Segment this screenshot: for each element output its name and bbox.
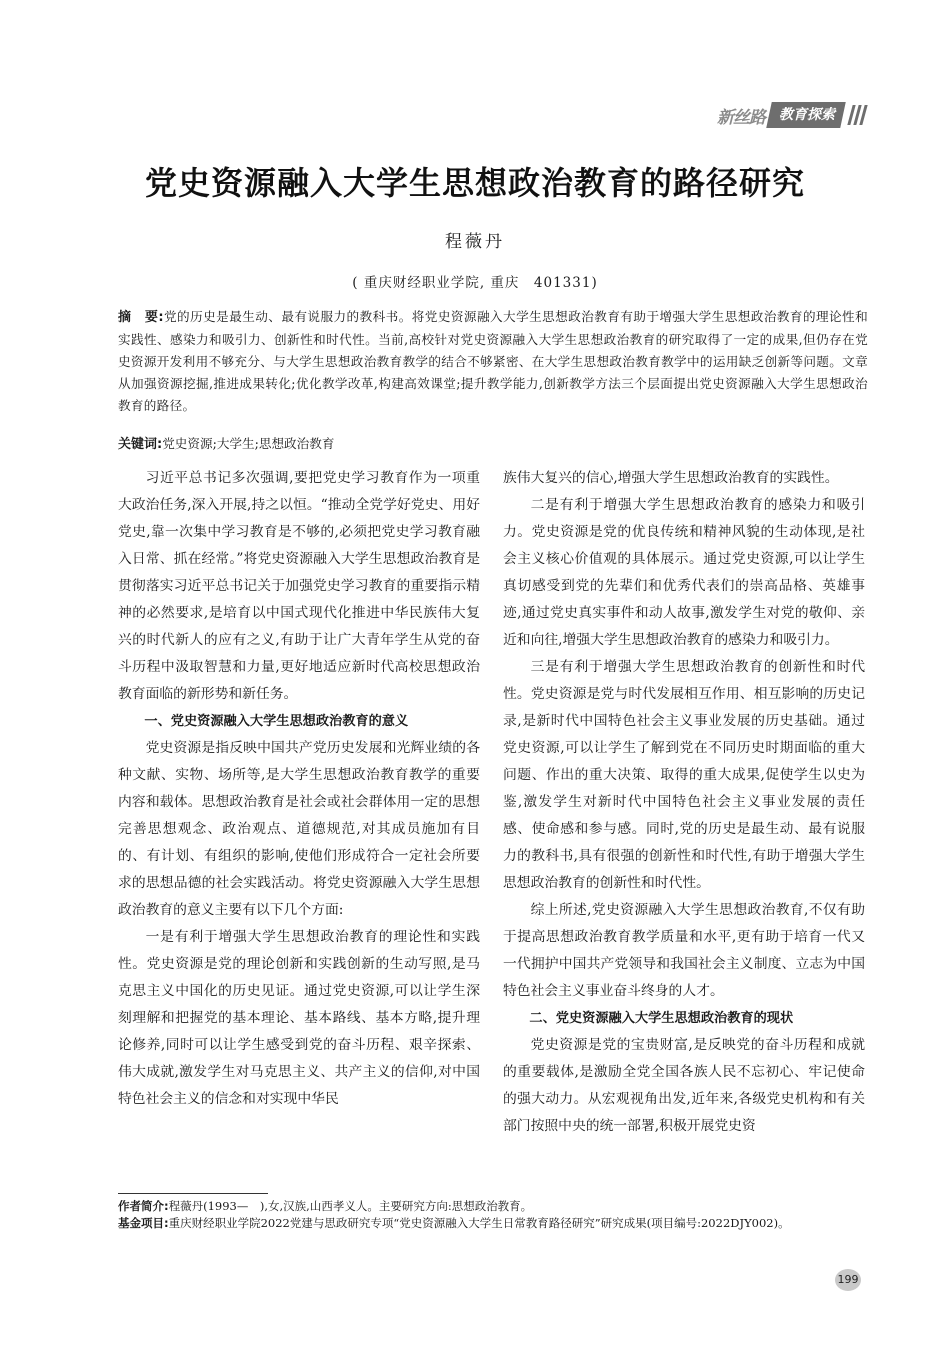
abstract (118, 306, 868, 417)
paragraph: 习近平总书记多次强调,要把党史学习教育作为一项重大政治任务,深入开展,持之以恒。“推动全党学好党史、用好党史,靠一次集中学习教育是不够的,必须把党史学习教育融入日常、抓在经常。”将党史资源融入大学生思想政治教育是贯彻落实习近平总书记关于加强党史学习教育的重要指示精神的必然要求,是培育以中国式现代化推进中华民族伟大复兴的时代新人的应有之义,有助于让广大青年学生从党的奋斗历程中汲取智慧和力量,更好地适应新时代高校思想政治教育面临的新形势和新任务。 (118, 470, 480, 702)
section-label: 教育探索 (766, 102, 846, 128)
decorative-stripes-icon (847, 105, 865, 125)
body-column-right (503, 465, 865, 1140)
paragraph: 一是有利于增强大学生思想政治教育的理论性和实践性。党史资源是党的理论创新和实践创新的生动写照,是马克思主义中国化的历史见证。通过党史资源,可以让学生深刻理解和把握党的基本理论、基本路线、基本方略,提升理论修养,同时可以让学生感受到党的奋斗历程、艰辛探索、伟大成就,激发学生对马克思主义、共产主义的信仰,对中国特色社会主义的信念和对实现中华民 (118, 929, 480, 1107)
article-title: 党史资源融入大学生思想政治教育的路径研究 (144, 164, 805, 202)
journal-logo: 新丝路 (717, 107, 765, 128)
author-note-label: 作者简介: (118, 1199, 169, 1213)
section-heading: 一、党史资源融入大学生思想政治教育的意义 (144, 714, 409, 729)
page-number: 199 (835, 1269, 861, 1291)
author-note (118, 1198, 878, 1215)
paragraph: 党史资源是指反映中国共产党历史发展和光辉业绩的各种文献、实物、场所等,是大学生思想政治教育教学的重要内容和载体。思想政治教育是社会或社会群体用一定的思想完善思想观念、政治观点、道德规范,对其成员施加有目的、有计划、有组织的影响,使他们形成符合一定社会所要求的思想品德的社会实践活动。将党史资源融入大学生思想政治教育的意义主要有以下几个方面: (118, 740, 480, 918)
fund-note-label: 基金项目: (118, 1216, 169, 1230)
paragraph: 二是有利于增强大学生思想政治教育的感染力和吸引力。党史资源是党的优良传统和精神风貌的生动体现,是社会主义核心价值观的具体展示。通过党史资源,可以让学生真切感受到党的先辈们和优秀代表们的崇高品格、英雄事迹,通过党史真实事件和动人故事,激发学生对党的敬仰、亲近和向往,增强大学生思想政治教育的感染力和吸引力。 (503, 497, 865, 648)
keywords (118, 433, 868, 456)
paragraph: 综上所述,党史资源融入大学生思想政治教育,不仅有助于提高思想政治教育教学质量和水平,更有助于培育一代又一代拥护中国共产党领导和我国社会主义制度、立志为中国特色社会主义事业奋斗终身的人才。 (503, 902, 865, 999)
abstract-label: 摘 要: (118, 310, 164, 325)
keywords-text: 党史资源;大学生;思想政治教育 (162, 436, 335, 451)
section-heading: 二、党史资源融入大学生思想政治教育的现状 (529, 1011, 794, 1026)
author-affiliation: ( 重庆财经职业学院, 重庆 401331) (352, 275, 598, 291)
body-column-left (118, 465, 480, 1113)
footnotes (118, 1198, 878, 1232)
fund-note (118, 1215, 878, 1232)
footnote-divider (118, 1193, 268, 1194)
paragraph-continued: 族伟大复兴的信心,增强大学生思想政治教育的实践性。 (503, 470, 839, 486)
abstract-text: 党的历史是最生动、最有说服力的教科书。将党史资源融入大学生思想政治教育有助于增强大学生思想政治教育的理论性和实践性、感染力和吸引力、创新性和时代性。当前,高校针对党史资源融入大学生思想政治教育的研究取得了一定的成果,但仍存在党史资源开发利用不够充分、与大学生思想政治教育教学的结合不够紧密、在大学生思想政治教育教学中的运用缺乏创新等问题。文章从加强资源挖掘,推进成果转化;优化教学改革,构建高效课堂;提升教学能力,创新教学方法三个层面提出党史资源融入大学生思想政治教育的路径。 (118, 309, 868, 413)
journal-header-badge (717, 102, 865, 128)
fund-note-text: 重庆财经职业学院2022党建与思政研究专项“党史资源融入大学生日常教育路径研究”研究成果(项目编号:2022DJY002)。 (168, 1216, 790, 1230)
paragraph: 党史资源是党的宝贵财富,是反映党的奋斗历程和成就的重要载体,是激励全党全国各族人民不忘初心、牢记使命的强大动力。从宏观视角出发,近年来,各级党史机构和有关部门按照中央的统一部署,积极开展党史资 (503, 1037, 865, 1134)
article-author: 程薇丹 (445, 232, 505, 252)
paragraph: 三是有利于增强大学生思想政治教育的创新性和时代性。党史资源是党与时代发展相互作用、相互影响的历史记录,是新时代中国特色社会主义事业发展的历史基础。通过党史资源,可以让学生了解到党在不同历史时期面临的重大问题、作出的重大决策、取得的重大成果,促使学生以史为鉴,激发学生对新时代中国特色社会主义事业发展的责任感、使命感和参与感。同时,党的历史是最生动、最有说服力的教科书,具有很强的创新性和时代性,有助于增强大学生思想政治教育的创新性和时代性。 (503, 659, 865, 891)
keywords-label: 关键词: (118, 437, 163, 452)
author-note-text: 程薇丹(1993— ),女,汉族,山西孝义人。主要研究方向:思想政治教育。 (168, 1199, 533, 1213)
